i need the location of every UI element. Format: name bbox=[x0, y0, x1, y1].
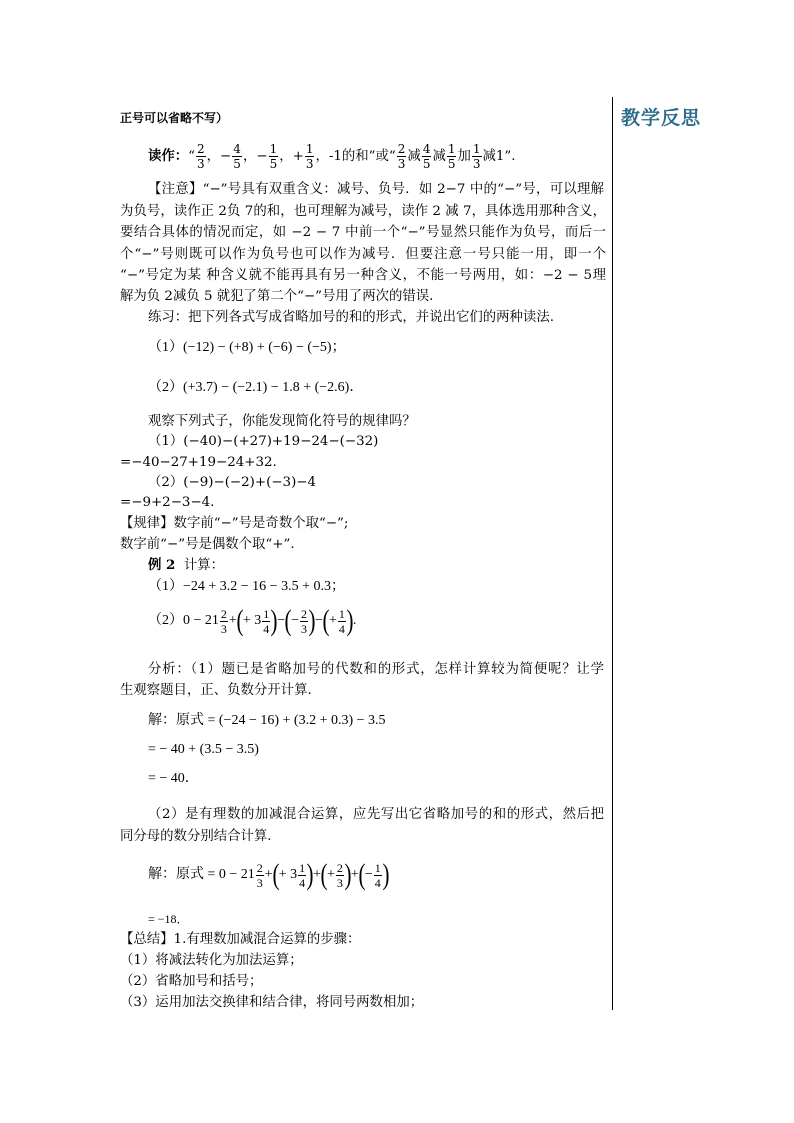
summary-line-4: （3）运用加法交换律和结合律，将同号两数相加； bbox=[120, 995, 424, 1010]
part2-line-2: 同分母的数分别结合计算. bbox=[120, 829, 272, 844]
summary-line-1: 【总结】1.有理数加减混合运算的步骤： bbox=[120, 932, 361, 947]
fraction: $\frac{2}{3}$ bbox=[197, 142, 205, 171]
fraction: $\frac{4}{5}$ bbox=[422, 142, 431, 171]
summary-line-2: （1）将减法转化为加法运算； bbox=[120, 953, 303, 968]
note-line-3: 要结合具体的情况而定，如 −2 − 7 中前一个“−”号显然只能作为负号，而后一 bbox=[120, 225, 606, 240]
note-line-2: 为负号，读作正 2负 7的和，也可理解为减号，读作 2 减 7，具体选用那种含义， bbox=[120, 204, 606, 219]
top-note: 正号可以省略不写） bbox=[120, 111, 229, 125]
fraction: $\frac{1}{5}$ bbox=[447, 142, 456, 171]
fraction: $\frac{2}{3}$ bbox=[301, 606, 308, 636]
fraction: $\frac{2}{3}$ bbox=[220, 606, 227, 636]
observe-expr-2: （2）(−9)−(−2)+(−3)−4 bbox=[148, 475, 317, 490]
fraction: $\frac{1}{4}$ bbox=[263, 606, 270, 636]
read-line: 读作：“ $\frac{2}{3}$ ，− $\frac{4}{5}$ ，− $\frac{1}{5}$ ，+ $\frac{1}{3}$ ，-1的和”或“ $\frac{2}{3}$ 减 $\frac{4}{5}$ 减 $\frac{1}{5}$ 加 $\frac{1}{3}$ 减1”. bbox=[148, 142, 516, 171]
observe-expr-1: （1）(−40)−(+27)+19−24−(−32) bbox=[148, 434, 379, 449]
fraction: $\frac{1}{4}$ bbox=[299, 860, 306, 890]
summary-line-3: （2）省略加号和括号； bbox=[120, 974, 263, 989]
solution-1-line-1: 解：原式 = (−24 − 16) + (3.2 + 0.3) − 3.5 bbox=[148, 713, 386, 728]
fraction: $\frac{2}{3}$ bbox=[336, 860, 343, 890]
rule-line-1: 【规律】数字前“−”号是奇数个取“−”; bbox=[120, 516, 349, 531]
note-line-4: 个“−”号则既可以作为负号也可以作为减号．但要注意一号只能一用，即一个 bbox=[120, 247, 606, 262]
fraction: $\frac{2}{3}$ bbox=[256, 860, 263, 890]
teaching-reflection-heading: 教学反思 bbox=[621, 107, 702, 129]
example-question-2: （2）0 − 21 $\frac{2}{3}$ +(+ 3 $\frac{1}{4}$ )−(− $\frac{2}{3}$ )−(+ $\frac{1}{4}$ ). bbox=[148, 604, 357, 637]
note-line-1: 【注意】“−”号具有双重含义：减号、负号．如 2−7 中的“−”号，可以理解 bbox=[148, 182, 604, 197]
margin-divider-line bbox=[612, 97, 613, 1010]
example-label: 例 2 bbox=[148, 557, 176, 573]
note-line-5: “−”号定为某 种含义就不能再具有另一种含义，不能一号两用，如：−2 − 5理 bbox=[120, 268, 606, 283]
solution-2-result: = −18． bbox=[148, 912, 189, 926]
example-question-1: （1）−24 + 3.2 − 16 − 3.5 + 0.3； bbox=[148, 579, 345, 594]
observe-result-1: =−40−27+19−24+32. bbox=[120, 455, 277, 470]
analysis-line-1: 分析：（1）题已是省略加号的代数和的形式，怎样计算较为简便呢？让学 bbox=[148, 662, 604, 677]
fraction: $\frac{1}{3}$ bbox=[305, 142, 314, 171]
rule-line-2: 数字前“−”号是偶数个取“+”. bbox=[120, 537, 295, 552]
practice-item-2: （2）(+3.7) − (−2.1) − 1.8 + (−2.6)． bbox=[148, 380, 364, 395]
fraction: $\frac{4}{5}$ bbox=[233, 142, 241, 171]
practice-item-1: （1）(−12) − (+8) + (−6) − (−5)； bbox=[148, 340, 346, 355]
part2-line-1: （2）是有理数的加减混合运算，应先写出它省略加号的和的形式，然后把 bbox=[148, 807, 604, 822]
fraction: $\frac{1}{3}$ bbox=[472, 142, 481, 171]
solution-1-line-2: = − 40 + (3.5 − 3.5) bbox=[148, 742, 259, 757]
solution-1-line-3: = − 40． bbox=[148, 771, 199, 786]
analysis-line-2: 生观察题目，正、负数分开计算. bbox=[120, 683, 312, 698]
observe-result-2: =−9+2−3−4. bbox=[120, 495, 215, 510]
observe-title: 观察下列式子，你能发现简化符号的规律吗？ bbox=[148, 414, 416, 429]
note-line-6: 解为负 2减负 5 就犯了第二个“−”号用了两次的错误. bbox=[120, 289, 434, 304]
fraction: $\frac{2}{3}$ bbox=[397, 142, 406, 171]
example-heading: 例 2 计算： bbox=[148, 557, 225, 573]
fraction: $\frac{1}{5}$ bbox=[269, 142, 278, 171]
fraction: $\frac{1}{4}$ bbox=[374, 860, 381, 890]
practice-title: 练习：把下列各式写成省略加号的和的形式，并说出它们的两种读法. bbox=[148, 310, 554, 325]
fraction: $\frac{1}{4}$ bbox=[338, 606, 345, 636]
solution-2-line: 解：原式 = 0 − 21 $\frac{2}{3}$ +(+ 3 $\frac{1}{4}$ )+(+ $\frac{2}{3}$ )+(− $\frac{1}{4}$ ) bbox=[148, 858, 390, 891]
